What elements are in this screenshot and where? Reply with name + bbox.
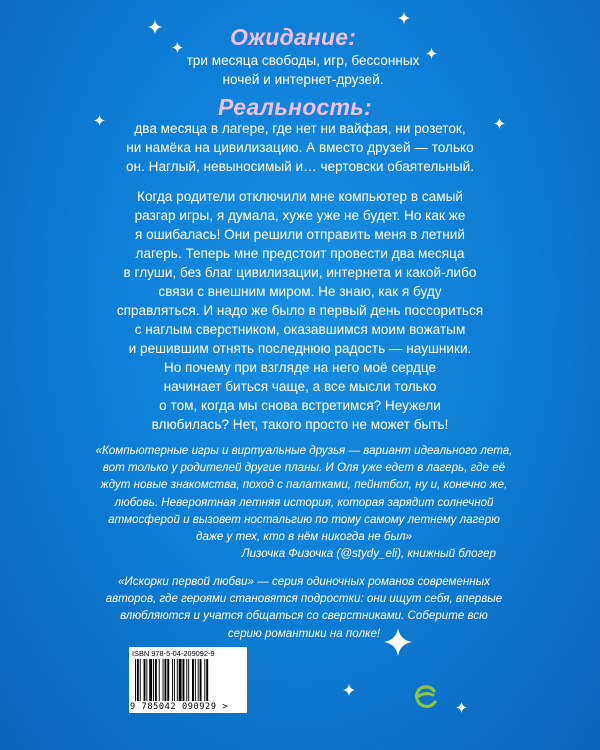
review-quote: [92, 442, 516, 562]
sparkle-star-icon: [398, 12, 410, 24]
sparkle-star-icon: [343, 684, 355, 696]
barcode-bar: [186, 659, 187, 701]
sparkle-star-icon: [172, 42, 183, 53]
sparkle-star-icon: [148, 20, 162, 34]
barcode-bar: [135, 659, 136, 701]
sparkle-star-icon: [384, 628, 412, 656]
barcode-bar: [174, 659, 175, 701]
barcode-bar: [167, 659, 169, 701]
reality-line: ни намёка на цивилизацию. А вместо друзей — только: [126, 140, 474, 155]
description-line: Когда родители отключили мне компьютер в самый: [137, 189, 463, 204]
barcode-bar: [188, 659, 189, 701]
expectation-line: три месяца свободы, игр, бессонных: [186, 53, 420, 68]
description-line: с наглым сверстником, оказавшимся моим вожатым: [134, 322, 466, 337]
barcode-bar: [172, 659, 173, 701]
barcode-bar: [200, 659, 202, 701]
sparkle-star-icon: [456, 702, 467, 713]
isbn-label: ISBN 978-5-04-209092-9: [132, 649, 215, 658]
description-line: я ошибалась! Они решили отправить меня в летний: [135, 227, 465, 242]
sparkle-star-icon: [426, 48, 437, 59]
description-line: влюбилась? Нет, такого просто не может быть!: [151, 417, 449, 432]
sparkle-star-icon: [94, 115, 105, 126]
series-line: влюбляются и учатся общаться со сверстниками. Соберите всю: [120, 609, 488, 623]
sparkle-star-icon: [494, 118, 505, 129]
barcode-bar: [153, 659, 154, 701]
barcode-bar: [198, 659, 199, 701]
barcode-bar: [149, 659, 152, 701]
barcode-bar: [146, 659, 147, 701]
series-line: серию романтики на полке!: [227, 626, 381, 640]
description-text: [110, 187, 490, 434]
barcode-digits: 9 785042 090929 >: [130, 702, 229, 712]
reality-heading: Реальность:: [218, 94, 372, 120]
barcode-bar: [159, 659, 160, 701]
review-line: ждут новые знакомства, поход с палатками, пейнтбол, ну и, конечно же,: [100, 478, 508, 492]
description-line: в глуши, без благ цивилизации, интернета и какой-либо: [123, 265, 477, 280]
expectation-text: [160, 51, 446, 89]
barcode-bar: [140, 659, 141, 701]
expectation-heading: Ожидание:: [230, 24, 357, 50]
barcode-bar: [163, 659, 164, 701]
barcode-bar: [183, 659, 185, 701]
barcode-bar: [179, 659, 182, 701]
barcode-bar: [204, 659, 205, 701]
description-line: лагерь. Теперь мне предстоит провести два месяца: [135, 246, 465, 261]
barcode-bar: [144, 659, 146, 701]
barcode-bar: [177, 659, 178, 701]
description-line: и решившим отнять последнюю радость — наушники.: [128, 341, 472, 356]
barcode-bar: [137, 659, 139, 701]
series-blurb: [92, 573, 516, 642]
publisher-logo-icon: [412, 682, 440, 710]
description-line: связи с внешним миром. Не знаю, как я буду: [158, 284, 442, 299]
description-line: Но почему при взгляде на него моё сердце: [163, 360, 437, 375]
barcode-bar: [164, 659, 166, 701]
reality-line: он. Наглый, невыносимый и… чертовски обаятельный.: [126, 159, 474, 174]
isbn-barcode: [129, 647, 247, 713]
description-line: о том, когда мы снова встретимся? Неужели: [159, 398, 441, 413]
review-line: любовь. Невероятная летняя история, которая зарядит солнечной: [114, 495, 494, 509]
barcode-bar: [195, 659, 196, 701]
barcode-bar: [206, 659, 208, 701]
series-line: «Искорки первой любви» — серия одиночных романов современных: [117, 575, 491, 588]
series-line: авторов, где героями становятся подростки: они ищут себя, впервые: [105, 592, 503, 606]
review-line: вот только у родителей другие планы. И Оля уже едет в лагерь, где её: [102, 461, 506, 475]
expectation-line: ночей и интернет-друзей.: [222, 72, 384, 87]
description-line: разгар игры, я думала, хуже уже не будет. Но как же: [134, 208, 466, 223]
review-author: Лизочка Физочка (@stydy_eli), книжный блогер: [241, 547, 496, 561]
barcode-bars: [135, 659, 243, 703]
description-line: начинает биться чаще, а все мысли только: [163, 379, 437, 394]
review-line: атмосферой и вызовет ностальгию по тому самому летнему лагерю: [108, 512, 500, 526]
description-line: справляться. И надо же было в первый день поссориться: [116, 303, 484, 318]
barcode-bar: [155, 659, 157, 701]
reality-text: [110, 119, 490, 176]
review-line: даже у тех, кто в нём никогда не был»: [196, 530, 412, 544]
reality-line: два месяца в лагере, где нет ни вайфая, ни розеток,: [134, 121, 466, 136]
review-line: «Компьютерные игры и виртуальные друзья — вариант идеального лета,: [95, 444, 513, 457]
barcode-bar: [192, 659, 194, 701]
